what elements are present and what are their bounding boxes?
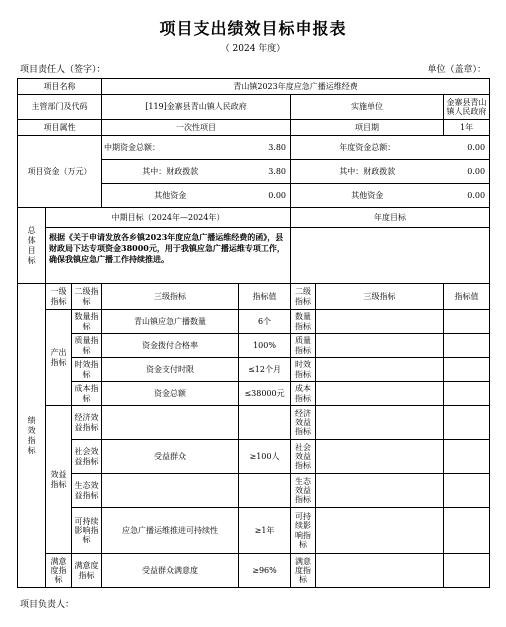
dept-value: [119]金寨县青山镇人民政府: [102, 95, 291, 120]
year-other-value: 0.00: [444, 184, 490, 208]
indicator-value-right: [444, 554, 490, 588]
indicator-value: 6个: [239, 310, 291, 334]
indicator-l2-right: 可持续影响指标: [291, 508, 316, 554]
performance-form-table: [17, 78, 490, 588]
indicator-l2: 社会效益指标: [72, 440, 102, 474]
funds-label: 项目资金（万元）: [18, 136, 102, 208]
indicator-l3-right: [316, 554, 444, 588]
project-owner-label: 项目负责人：: [20, 600, 75, 610]
perf-indicator-label: 绩效指标: [18, 284, 46, 588]
indicator-l3: 青山镇应急广播数量: [102, 310, 239, 334]
indicator-l2-right: 生态效益指标: [291, 474, 316, 508]
indicator-l3-right: [316, 440, 444, 474]
indicator-value-right: [444, 440, 490, 474]
indicator-l3: 资金支付时限: [102, 358, 239, 382]
benefit-indicator-label: 效益指标: [46, 406, 72, 554]
indicator-l2: 生态效益指标: [72, 474, 102, 508]
mid-goal-text: 根据《关于申请发放各乡镇2023年度应急广播运维经费的函》，县财政局下达专项资金38000元，用于我镇应急广播运维专项工作，确保我镇应急广播工作持续推进。: [46, 228, 291, 284]
year-line: （ 2024 年度）: [220, 44, 286, 54]
year-total-label: 年度资金总额：: [291, 136, 444, 160]
mid-fin-label: 其中：财政拨款: [102, 160, 239, 184]
indicator-value-right: [444, 406, 490, 440]
indicator-l2: 成本指标: [72, 382, 102, 406]
indicator-value-right: [444, 508, 490, 554]
project-attr-value: 一次性项目: [102, 120, 291, 136]
mid-other-value: 0.00: [239, 184, 291, 208]
indicator-l2: 可持续影响指标: [72, 508, 102, 554]
year-fin-value: 0.00: [444, 160, 490, 184]
owner-sign-label: 项目责任人（签字）：: [20, 65, 106, 75]
perf-col-l3: 三级指标: [102, 284, 239, 310]
perf-col-value-right: 指标值: [444, 284, 490, 310]
dept-label: 主管部门及代码: [18, 95, 102, 120]
indicator-value: ≤12个月: [239, 358, 291, 382]
indicator-l3-right: [316, 508, 444, 554]
year-other-label: 其他资金: [291, 184, 444, 208]
indicator-l3: 受益群众满意度: [102, 554, 239, 588]
output-indicator-label: 产出指标: [46, 310, 72, 406]
indicator-l3: 资金总额: [102, 382, 239, 406]
year-fin-label: 其中：财政拨款: [291, 160, 444, 184]
indicator-l2-right: 成本指标: [291, 382, 316, 406]
indicator-value: ≥100人: [239, 440, 291, 474]
mid-total-label: 中期资金总额：: [102, 136, 239, 160]
indicator-value: [239, 474, 291, 508]
perf-col-value: 指标值: [239, 284, 291, 310]
project-name-label: 项目名称: [18, 79, 102, 95]
indicator-l3-right: [316, 382, 444, 406]
indicator-value-right: [444, 334, 490, 358]
indicator-value: [239, 406, 291, 440]
indicator-l2: 满意度指标: [72, 554, 102, 588]
year-goal-text: [291, 228, 490, 284]
indicator-l2-right: 数量指标: [291, 310, 316, 334]
unit-seal-label: 单位（盖章）：: [427, 65, 486, 75]
perf-col-l3-right: 三级指标: [316, 284, 444, 310]
indicator-l3-right: [316, 406, 444, 440]
overall-goal-label: 总体目标: [18, 208, 46, 284]
mid-goal-header: 中期目标（2024年—2024年）: [46, 208, 291, 228]
indicator-l3-right: [316, 334, 444, 358]
indicator-l2-right: 满意度指标: [291, 554, 316, 588]
year-total-value: 0.00: [444, 136, 490, 160]
indicator-l2-right: 时效指标: [291, 358, 316, 382]
perf-col-l2-right: 二级指标: [291, 284, 316, 310]
project-period-value: 1年: [444, 120, 490, 136]
indicator-l2: 质量指标: [72, 334, 102, 358]
indicator-l2-right: 经济效益指标: [291, 406, 316, 440]
indicator-l3: [102, 406, 239, 440]
indicator-l2: 时效指标: [72, 358, 102, 382]
indicator-l3: 应急广播运维推进可持续性: [102, 508, 239, 554]
indicator-l2-right: 社会效益指标: [291, 440, 316, 474]
indicator-l3-right: [316, 310, 444, 334]
year-goal-header: 年度目标: [291, 208, 490, 228]
indicator-value-right: [444, 358, 490, 382]
indicator-value-right: [444, 382, 490, 406]
indicator-l3: 资金拨付合格率: [102, 334, 239, 358]
satisfaction-indicator-label: 满意度指标: [46, 554, 72, 588]
indicator-value-right: [444, 474, 490, 508]
mid-other-label: 其他资金: [102, 184, 239, 208]
indicator-l2: 经济效益指标: [72, 406, 102, 440]
project-period-label: 项目期: [291, 120, 444, 136]
project-name: 青山镇2023年度应急广播运维经费: [102, 79, 490, 95]
perf-col-l1: 一级指标: [46, 284, 72, 310]
project-attr-label: 项目属性: [18, 120, 102, 136]
indicator-l2: 数量指标: [72, 310, 102, 334]
indicator-value-right: [444, 310, 490, 334]
mid-fin-value: 3.80: [239, 160, 291, 184]
impl-unit-label: 实施单位: [291, 95, 444, 120]
indicator-l3: 受益群众: [102, 440, 239, 474]
mid-total-value: 3.80: [239, 136, 291, 160]
indicator-value: ≥96%: [239, 554, 291, 588]
page-title: 项目支出绩效目标申报表: [159, 19, 347, 38]
indicator-l2-right: 质量指标: [291, 334, 316, 358]
indicator-l3-right: [316, 358, 444, 382]
indicator-l3: [102, 474, 239, 508]
indicator-l3-right: [316, 474, 444, 508]
impl-unit-value: 金寨县青山镇人民政府: [444, 95, 490, 120]
perf-col-l2: 二级指标: [72, 284, 102, 310]
indicator-value: 100%: [239, 334, 291, 358]
indicator-value: ≤38000元: [239, 382, 291, 406]
indicator-value: ≥1年: [239, 508, 291, 554]
